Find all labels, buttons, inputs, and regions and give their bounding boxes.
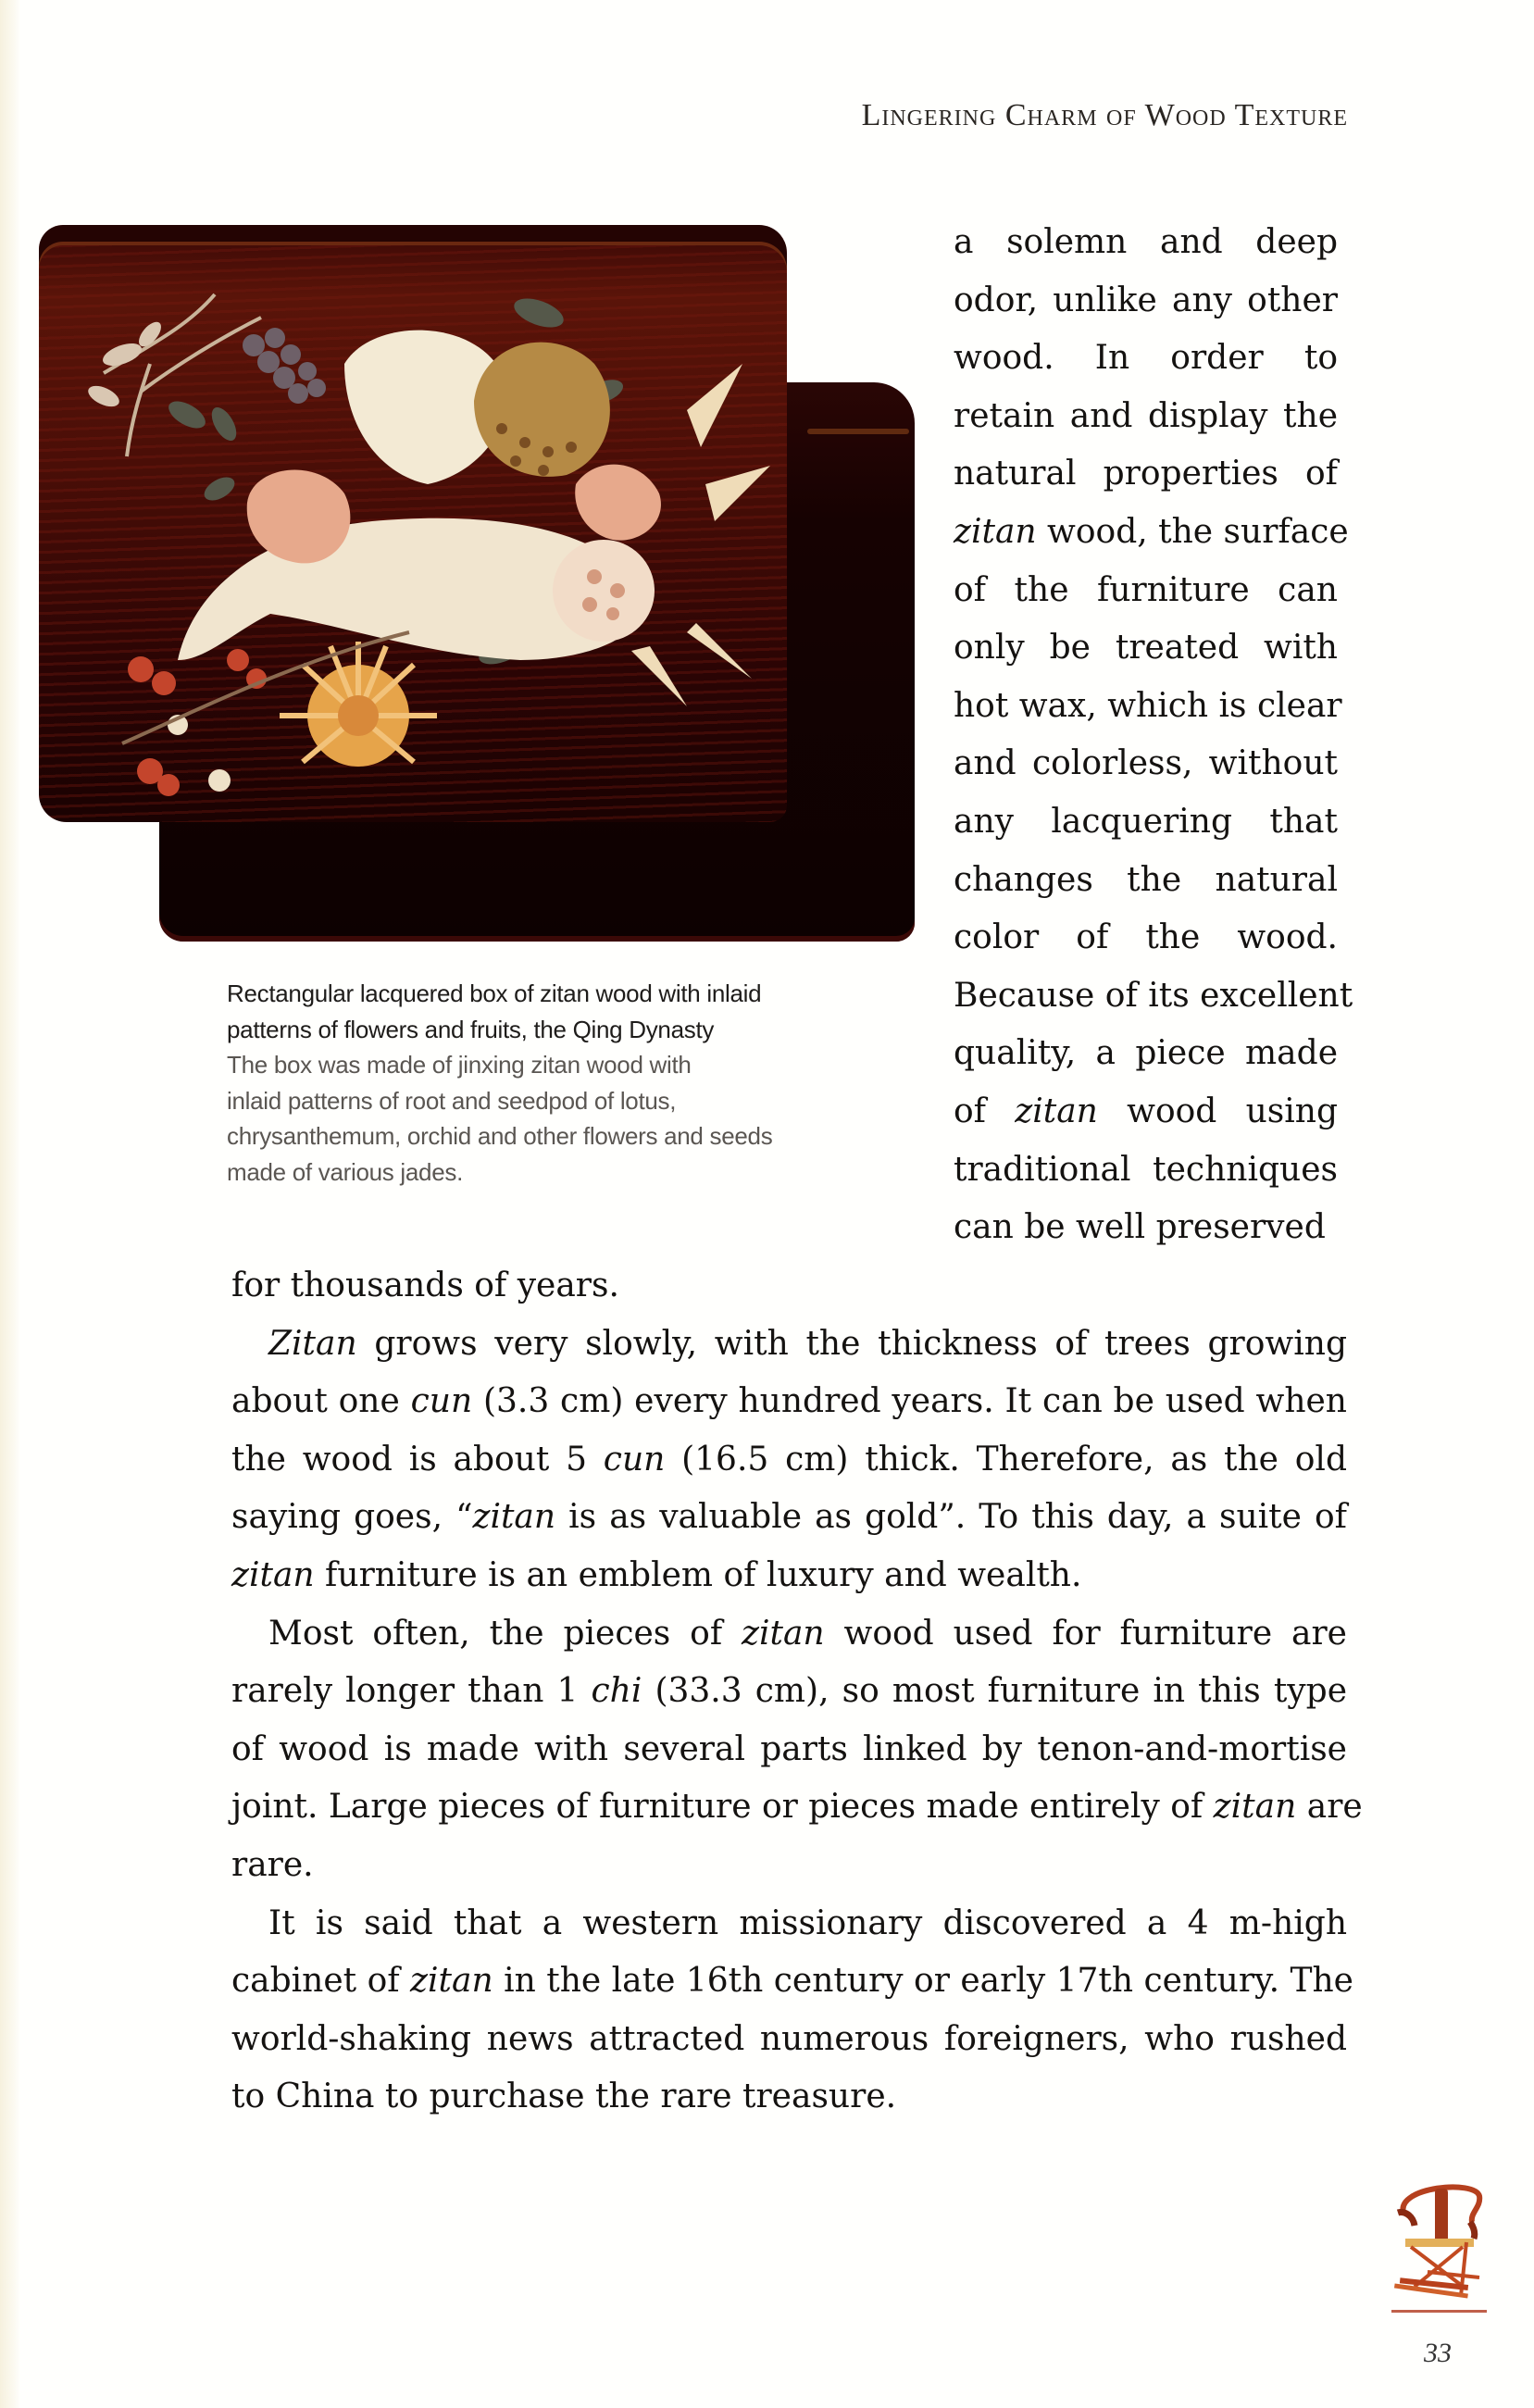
text-line: zitan wood, the surface — [954, 512, 1349, 551]
figure-lacquered-box — [28, 220, 921, 952]
text-line: the wood is about 5 cun (16.5 cm) thick. Therefore, as the old — [231, 1440, 1347, 1478]
italic-term: zitan — [410, 1962, 493, 2001]
text-line: joint. Large pieces of furniture or pieces made entirely of zitan are — [231, 1788, 1363, 1827]
text-line: Most often, the pieces of zitan wood used for furniture are — [268, 1614, 1347, 1653]
text-line: and colorless, without — [954, 744, 1338, 783]
jade-inlay-flowers-fruits — [39, 225, 787, 822]
text-line: cabinet of zitan in the late 16th century or early 17th century. The — [231, 1962, 1353, 2001]
page-gutter — [0, 0, 20, 2408]
orchid-petals — [85, 318, 166, 411]
text-line: a solemn and deep — [954, 223, 1338, 261]
italic-term: zitan — [1213, 1788, 1297, 1827]
text-line: retain and display the — [954, 396, 1338, 435]
text-line: of wood is made with several parts linked by tenon-and-mortise — [231, 1729, 1347, 1768]
page-number: 33 — [1424, 2338, 1452, 2368]
grape-cluster-inlay — [243, 328, 326, 404]
text-line: wood. In order to — [954, 339, 1338, 378]
caption-description-line: made of various jades. — [227, 1157, 463, 1186]
box-base-rim — [807, 429, 909, 434]
folding-chair-icon — [1387, 2177, 1489, 2300]
text-line: rarely longer than 1 chi (33.3 cm), so most furniture in this type — [231, 1672, 1347, 1711]
italic-term: cun — [410, 1382, 473, 1421]
text-line: any lacquering that — [954, 802, 1338, 841]
text-line: zitan furniture is an emblem of luxury and wealth. — [231, 1555, 1082, 1594]
running-head: Lingering Charm of Wood Texture — [861, 98, 1348, 132]
orchid-inlay — [104, 294, 261, 456]
text-line: quality, a piece made — [954, 1034, 1338, 1073]
caption-title-line: patterns of flowers and fruits, the Qing Dynasty — [227, 1015, 715, 1043]
italic-term: zitan — [231, 1555, 315, 1594]
text-line: color of the wood. — [954, 918, 1338, 957]
caption-description-line: chrysanthemum, orchid and other flowers and seeds — [227, 1122, 773, 1150]
text-line: about one cun (3.3 cm) every hundred years. It can be used when — [231, 1382, 1347, 1421]
text-line: Zitan grows very slowly, with the thickness of trees growing — [268, 1324, 1347, 1363]
body-text — [231, 1257, 1363, 2127]
chrysanthemum-inlay — [280, 642, 437, 767]
box-lid — [39, 225, 787, 822]
footer-rule — [1391, 2310, 1487, 2313]
text-line: hot wax, which is clear — [954, 686, 1342, 725]
caption-title-line: Rectangular lacquered box of zitan wood with inlaid — [227, 979, 762, 1007]
italic-term: cun — [603, 1440, 666, 1478]
text-line: only be treated with — [954, 629, 1338, 668]
text-line: of zitan wood using — [954, 1092, 1338, 1130]
text-line: rare. — [231, 1845, 314, 1884]
text-line: It is said that a western missionary discovered a 4 m-high — [268, 1903, 1347, 1942]
text-line: Because of its excellent — [954, 976, 1353, 1015]
figure-caption — [227, 976, 893, 1190]
text-line: world-shaking news attracted numerous foreigners, who rushed — [231, 2019, 1347, 2058]
caption-description-line: The box was made of jinxing zitan wood with — [227, 1051, 692, 1079]
italic-term: zitan — [742, 1614, 825, 1653]
text-line: to China to purchase the rare treasure. — [231, 2077, 897, 2116]
lotus-seedpod-inlay — [474, 343, 610, 477]
text-line: of the furniture can — [954, 570, 1338, 609]
berries-inlay — [128, 649, 267, 796]
bamboo-leaves-inlay — [631, 364, 770, 706]
text-line: traditional techniques — [954, 1150, 1338, 1189]
text-line: natural properties of — [954, 455, 1338, 493]
text-line: changes the natural — [954, 860, 1338, 899]
italic-term: zitan — [1015, 1092, 1098, 1130]
text-line: saying goes, “zitan is as valuable as gold”. To this day, a suite of — [231, 1498, 1347, 1537]
italic-term: zitan — [472, 1498, 556, 1537]
text-line: odor, unlike any other — [954, 281, 1338, 319]
text-line: for thousands of years. — [231, 1266, 619, 1304]
right-column-text — [954, 214, 1353, 1257]
caption-description-line: inlaid patterns of root and seedpod of lotus, — [227, 1086, 677, 1115]
text-line: can be well preserved — [954, 1208, 1326, 1247]
italic-term: Zitan — [268, 1324, 357, 1363]
italic-term: chi — [591, 1672, 642, 1711]
italic-term: zitan — [954, 512, 1037, 551]
